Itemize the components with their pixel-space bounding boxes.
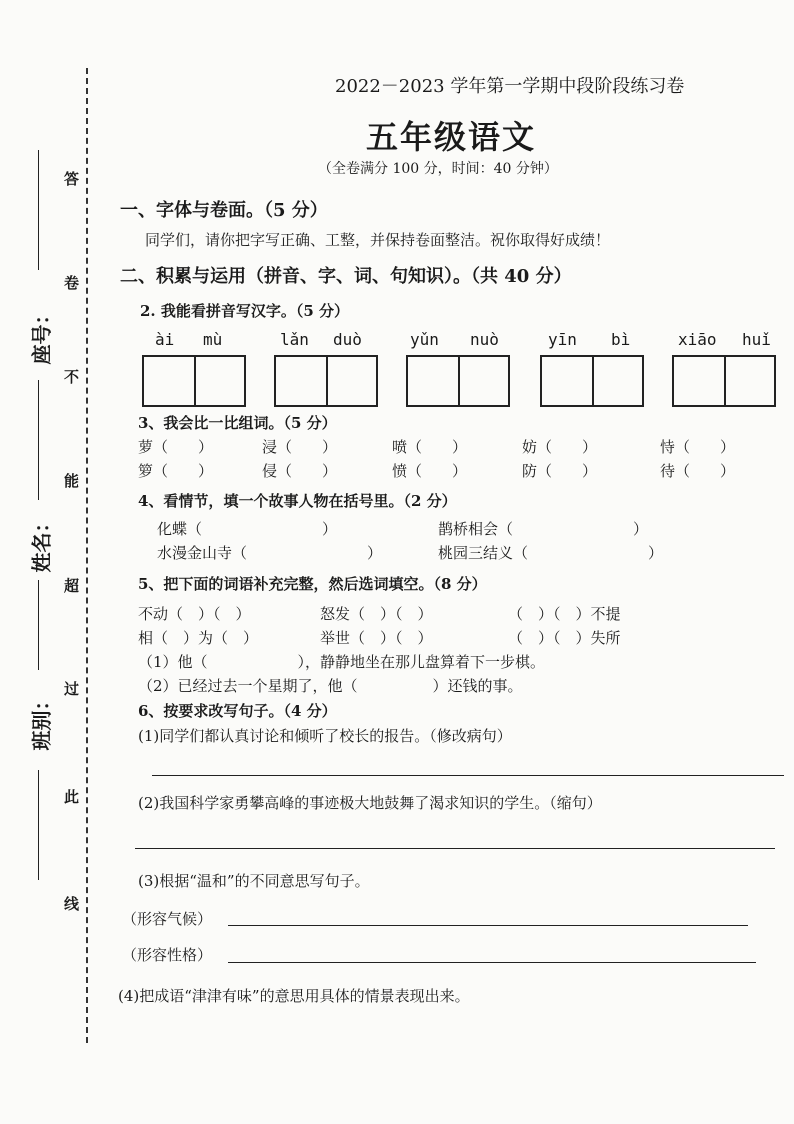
- writing-box[interactable]: [142, 355, 246, 407]
- pinyin: huǐ: [742, 330, 771, 349]
- binding-word: 不: [64, 368, 80, 386]
- q5-idiom: 不动（ ）（ ）: [138, 605, 251, 623]
- pinyin: xiāo: [678, 330, 717, 349]
- pinyin: yǔn: [410, 330, 439, 349]
- q5-idiom: 相（ ）为（ ）: [138, 629, 259, 647]
- section1-text: 同学们，请你把字写正确、工整，并保持卷面整洁。祝你取得好成绩！: [145, 231, 611, 249]
- q3-item: 萝（ ）: [138, 438, 214, 456]
- class-line: [38, 770, 39, 880]
- q5-title: 5、把下面的词语补充完整，然后选词填空。（8 分）: [138, 575, 487, 593]
- q5-sentence-2: （2）已经过去一个星期了，他（ ）还钱的事。: [138, 677, 523, 695]
- writing-box[interactable]: [406, 355, 510, 407]
- pinyin: yīn: [548, 330, 577, 349]
- name-line: [38, 580, 39, 670]
- q3-item: 浸（ ）: [262, 438, 338, 456]
- answer-line[interactable]: [228, 962, 756, 963]
- seat-line-lower: [38, 380, 39, 480]
- q5-idiom: （ ）（ ）不提: [508, 605, 621, 623]
- class-label: 班别：: [29, 690, 54, 751]
- pinyin: lǎn: [280, 330, 309, 349]
- exam-header: 2022－2023 学年第一学期中段阶段练习卷: [335, 76, 685, 97]
- exam-subtitle: （全卷满分 100 分，时间：40 分钟）: [318, 161, 558, 177]
- q5-idiom: 举世（ ）（ ）: [320, 629, 433, 647]
- q6-sentence-3: (3)根据“温和”的不同意思写句子。: [138, 872, 370, 890]
- page-title: 五年级语文: [366, 118, 537, 156]
- binding-word: 此: [64, 788, 80, 806]
- writing-box[interactable]: [274, 355, 378, 407]
- q6-title: 6、按要求改写句子。（4 分）: [138, 702, 337, 720]
- name-label: 姓名：: [29, 512, 54, 573]
- q6-temper-label: （形容性格）: [122, 946, 213, 964]
- answer-line[interactable]: [135, 848, 775, 849]
- pinyin: nuò: [470, 330, 499, 349]
- q3-item: 侵（ ）: [262, 462, 338, 480]
- binding-word: 答: [64, 170, 80, 188]
- pinyin: mù: [203, 330, 223, 349]
- q2-title: 2. 我能看拼音写汉字。（5 分）: [140, 302, 350, 320]
- q4-title: 4、看情节，填一个故事人物在括号里。（2 分）: [138, 492, 457, 510]
- q3-item: 防（ ）: [522, 462, 598, 480]
- q3-item: 待（ ）: [660, 462, 736, 480]
- q4-item: 化蝶（ ）: [157, 520, 338, 538]
- q3-item: 愤（ ）: [392, 462, 468, 480]
- writing-box[interactable]: [540, 355, 644, 407]
- q4-item: 鹊桥相会（ ）: [438, 520, 649, 538]
- section1-title: 一、字体与卷面。（5 分）: [120, 200, 328, 221]
- seat-line: [38, 150, 39, 270]
- q3-item: 恃（ ）: [660, 438, 736, 456]
- q3-item: 喷（ ）: [392, 438, 468, 456]
- q6-sentence-2: (2)我国科学家勇攀高峰的事迹极大地鼓舞了渴求知识的学生。（缩句）: [138, 794, 602, 812]
- answer-line[interactable]: [228, 925, 748, 926]
- answer-line[interactable]: [152, 775, 784, 776]
- binding-word: 卷: [64, 274, 80, 292]
- q5-idiom: 怒发（ ）（ ）: [320, 605, 433, 623]
- name-line-top: [38, 470, 39, 500]
- pinyin: bì: [611, 330, 631, 349]
- q6-climate-label: （形容气候）: [122, 910, 213, 928]
- section2-title: 二、积累与运用（拼音、字、词、句知识）。（共 40 分）: [120, 266, 572, 287]
- q6-sentence-4: (4)把成语“津津有味”的意思用具体的情景表现出来。: [118, 987, 470, 1005]
- writing-box[interactable]: [672, 355, 776, 407]
- binding-word: 能: [64, 472, 80, 490]
- seat-label: 座号：: [29, 304, 54, 365]
- q5-idiom: （ ）（ ）失所: [508, 629, 621, 647]
- binding-word: 超: [64, 577, 80, 595]
- q3-item: 妨（ ）: [522, 438, 598, 456]
- binding-word: 过: [64, 680, 80, 698]
- q5-sentence-1: （1）他（ ），静静地坐在那儿盘算着下一步棋。: [138, 653, 546, 671]
- q4-item: 水漫金山寺（ ）: [157, 544, 383, 562]
- pinyin: ài: [155, 330, 175, 349]
- pinyin: duò: [333, 330, 362, 349]
- q4-item: 桃园三结义（ ）: [438, 544, 664, 562]
- q6-sentence-1: (1)同学们都认真讨论和倾听了校长的报告。（修改病句）: [138, 727, 512, 745]
- binding-dashed-line: [86, 68, 88, 1043]
- binding-word: 线: [64, 895, 80, 913]
- q3-title: 3、我会比一比组词。（5 分）: [138, 414, 337, 432]
- q3-item: 箩（ ）: [138, 462, 214, 480]
